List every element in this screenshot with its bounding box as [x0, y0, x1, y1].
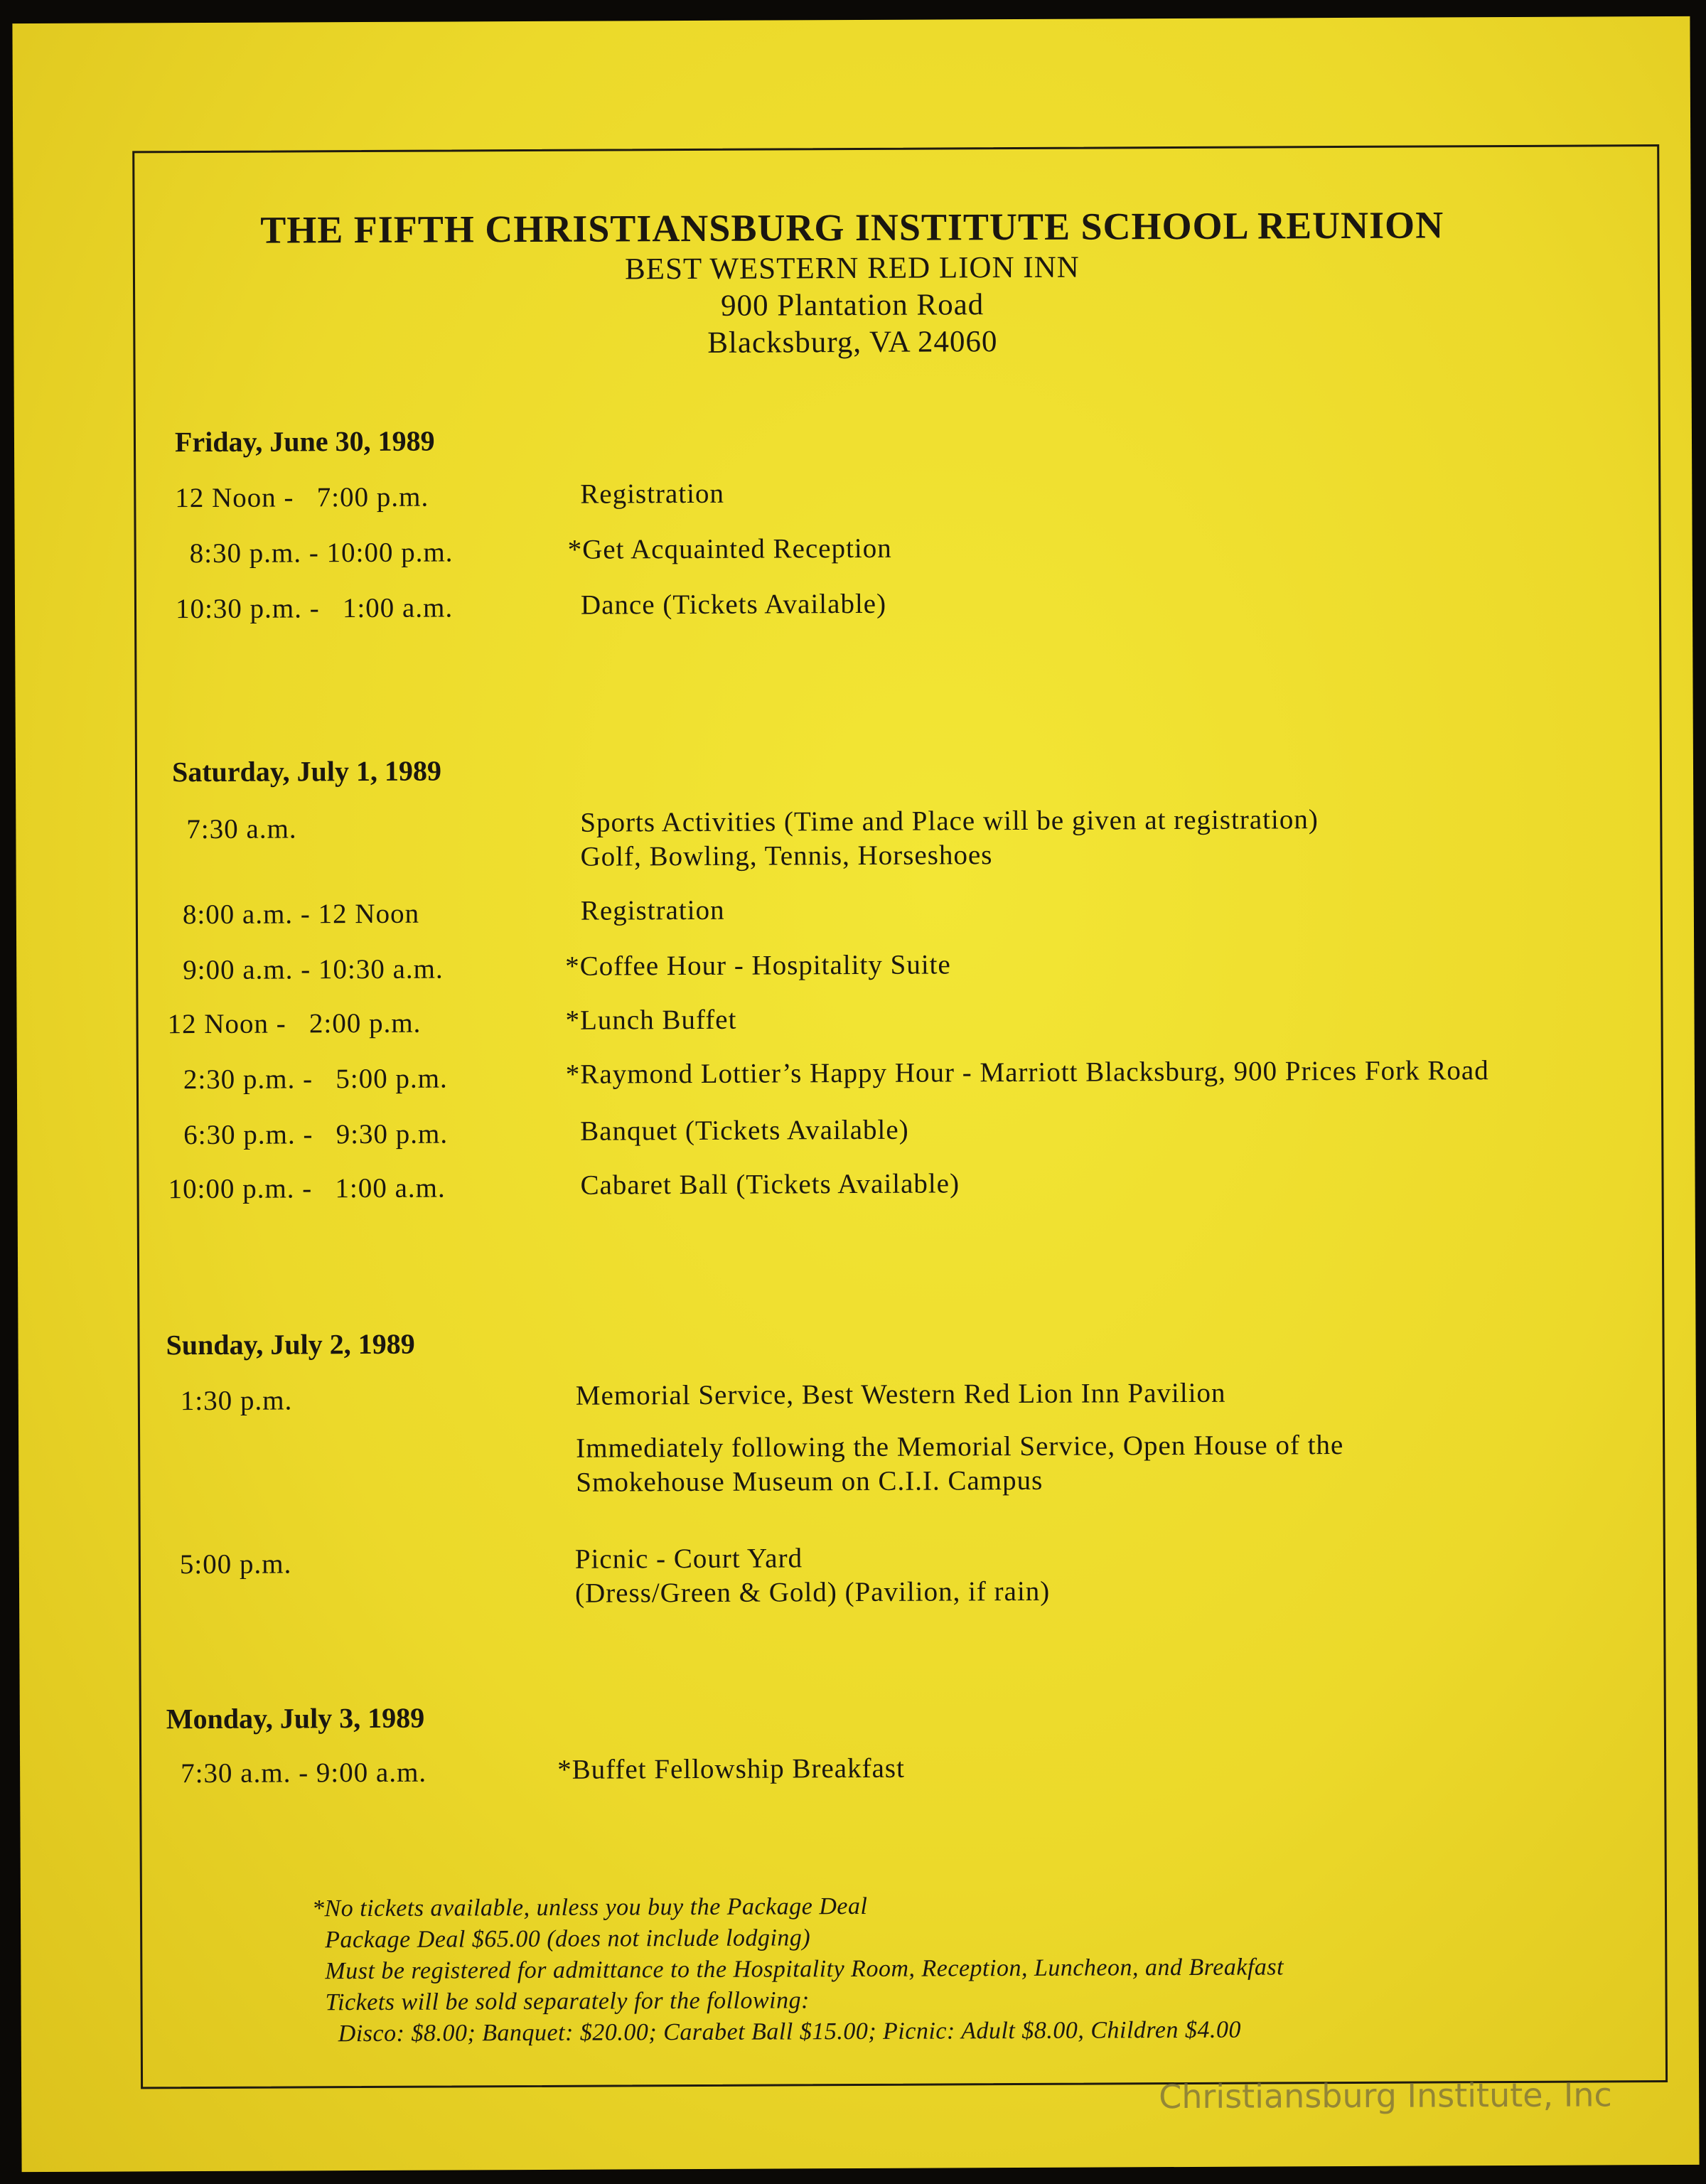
event-time: 9:00 a.m. - 10:30 a.m. [183, 953, 444, 986]
event-time: 6:30 p.m. - 9:30 p.m. [183, 1118, 449, 1151]
note-line: Tickets will be sold separately for the following: [325, 1987, 810, 2016]
event-time: 12 Noon - 2:00 p.m. [167, 1007, 422, 1040]
event-time: 10:00 p.m. - 1:00 a.m. [168, 1172, 446, 1205]
day-heading-saturday: Saturday, July 1, 1989 [171, 754, 442, 788]
event-time: 5:00 p.m. [179, 1548, 292, 1580]
event-time: 12 Noon - 7:00 p.m. [175, 481, 429, 514]
event-time: 7:30 a.m. - 9:00 a.m. [181, 1757, 427, 1789]
event-title: *Buffet Fellowship Breakfast [557, 1752, 905, 1785]
event-time: 7:30 a.m. [186, 813, 297, 845]
event-title: Dance (Tickets Available) [580, 588, 887, 621]
event-title-line: Picnic - Court Yard [574, 1543, 803, 1575]
event-title-line: (Dress/Green & Gold) (Pavilion, if rain) [574, 1575, 1051, 1609]
event-title: Registration [580, 478, 725, 510]
venue-name: BEST WESTERN RED LION INN [624, 250, 1080, 287]
page-title: THE FIFTH CHRISTIANSBURG INSTITUTE SCHOOL REUNION [260, 203, 1444, 252]
note-line: Must be registered for admittance to the Hospitality Room, Reception, Luncheon, and Breakfast [325, 1954, 1284, 1985]
note-line: Disco: $8.00; Banquet: $20.00; Carabet Ball $15.00; Picnic: Adult $8.00, Children $4.00 [338, 2016, 1242, 2048]
event-title [576, 1428, 1344, 1500]
venue-street: 900 Plantation Road [720, 288, 985, 323]
event-title: Memorial Service, Best Western Red Lion Inn Pavilion [575, 1377, 1226, 1411]
event-title: Registration [580, 894, 725, 926]
event-title [580, 803, 1319, 874]
day-heading-monday: Monday, July 3, 1989 [166, 1701, 425, 1735]
event-title-line: Immediately following the Memorial Service, Open House of the [576, 1430, 1344, 1464]
event-title-line: Golf, Bowling, Tennis, Horseshoes [580, 840, 993, 872]
event-title: Cabaret Ball (Tickets Available) [580, 1168, 960, 1201]
day-heading-sunday: Sunday, July 2, 1989 [166, 1327, 415, 1361]
venue-city: Blacksburg, VA 24060 [707, 325, 998, 360]
watermark: Christiansburg Institute, Inc [1159, 2075, 1612, 2116]
event-title: *Lunch Buffet [565, 1004, 737, 1036]
note-line: *No tickets available, unless you buy the Package Deal [311, 1893, 868, 1922]
event-title: Banquet (Tickets Available) [580, 1114, 909, 1147]
event-title-line: Sports Activities (Time and Place will be given at registration) [580, 804, 1319, 838]
event-title: *Get Acquainted Reception [567, 532, 892, 565]
flyer-paper [12, 16, 1699, 2172]
ticket-notes [312, 1889, 1284, 2050]
event-title-line: Smokehouse Museum on C.I.I. Campus [576, 1465, 1044, 1498]
event-time: 2:30 p.m. - 5:00 p.m. [183, 1063, 448, 1096]
event-title [575, 1541, 1051, 1611]
header [14, 201, 1692, 365]
event-time: 10:30 p.m. - 1:00 a.m. [175, 592, 454, 625]
event-title: *Coffee Hour - Hospitality Suite [565, 949, 951, 982]
note-line: Package Deal $65.00 (does not include lodging) [325, 1925, 811, 1954]
event-time: 1:30 p.m. [180, 1385, 293, 1417]
event-title: *Raymond Lottier’s Happy Hour - Marriott Blacksburg, 900 Prices Fork Road [565, 1055, 1489, 1090]
event-time: 8:30 p.m. - 10:00 p.m. [189, 537, 454, 569]
event-time: 8:00 a.m. - 12 Noon [182, 898, 420, 931]
day-heading-friday: Friday, June 30, 1989 [174, 424, 435, 459]
